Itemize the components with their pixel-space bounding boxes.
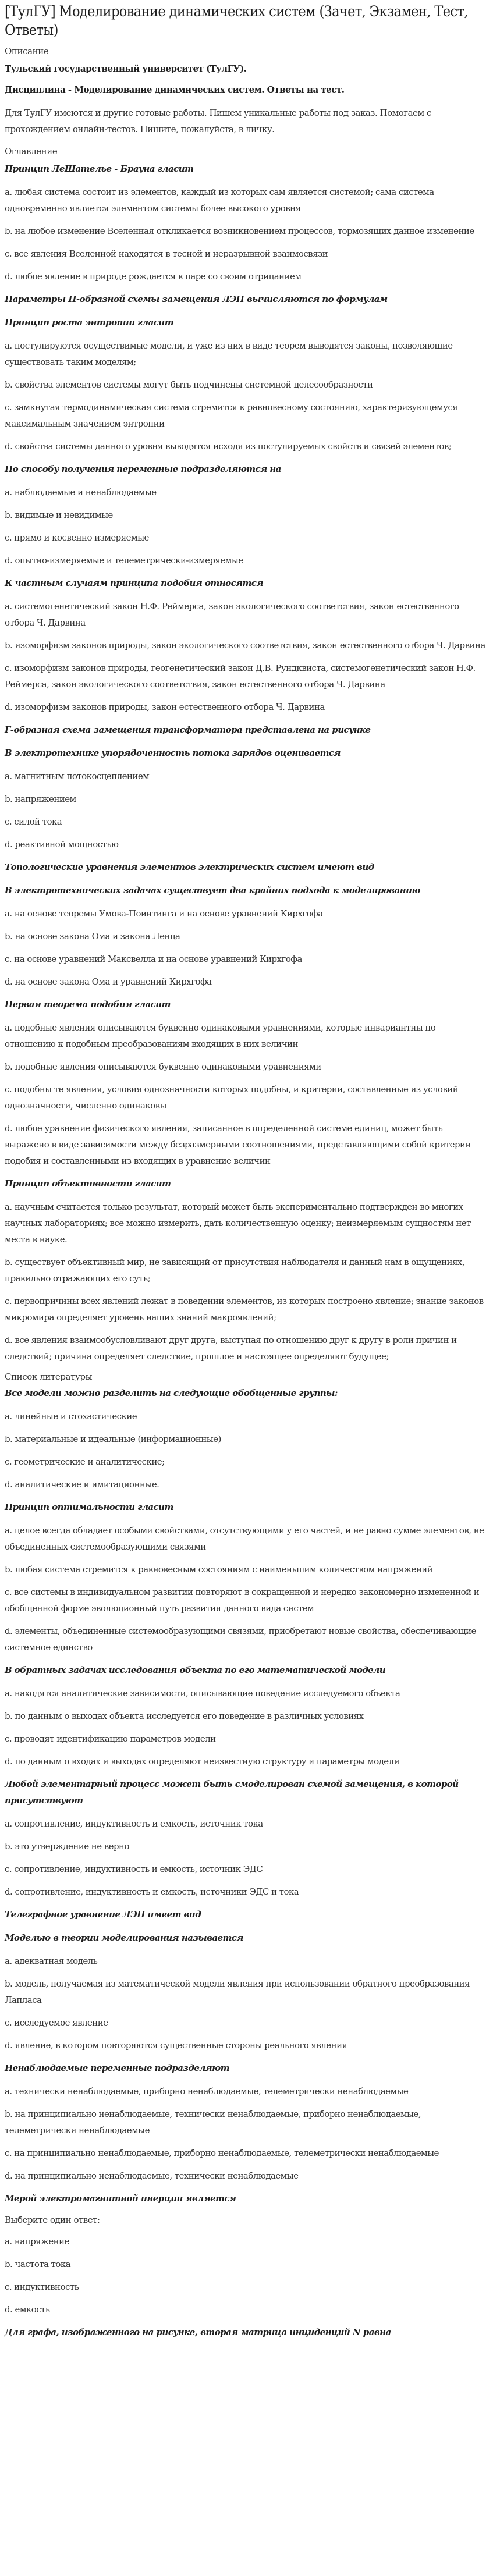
answer-option: a. адекватная модель	[5, 1956, 98, 1966]
answer-option: d. явление, в котором повторяются существенные стороны реального явления	[5, 2040, 347, 2051]
answer-option: d. любое уравнение физического явления, записанное в определенной системе единиц, может быть выражено в виде зависимости между безразмерными соотношениями, представляющими собой критерии подобия и составленными из входящих в уравнение величин	[5, 1123, 471, 1166]
answer-option: b. свойства элементов системы могут быть подчинены системной целесообразности	[5, 379, 373, 390]
question-block	[5, 745, 488, 852]
answer-option: b. видимые и невидимые	[5, 510, 113, 520]
question-title: Ненаблюдаемые переменные подразделяют	[5, 2063, 229, 2073]
question-block	[5, 722, 488, 738]
answer-option: a. сопротивление, индуктивность и емкость, источник тока	[5, 1818, 263, 1829]
university-name: Тульский государственный университет (ТулГУ).	[5, 63, 247, 74]
answer-option: c. на основе уравнений Максвелла и на основе уравнений Кирхгофа	[5, 954, 302, 964]
question-title: Принцип объективности гласит	[5, 1178, 171, 1189]
question-block	[5, 461, 488, 569]
question-title: К частным случаям принципа подобия относятся	[5, 578, 263, 588]
answer-option: b. изоморфизм законов природы, закон экологического соответствия, закон естественного отбора Ч. Дарвина	[5, 640, 485, 651]
question-title: Любой элементарный процесс может быть смоделирован схемой замещения, в которой присутствуют	[5, 1779, 459, 1806]
answer-option: c. исследуемое явление	[5, 2017, 108, 2028]
question-title: В электротехнике упорядоченность потока зарядов оценивается	[5, 748, 341, 758]
answer-option: d. емкость	[5, 2304, 50, 2315]
question-block	[5, 2190, 488, 2318]
answer-option: c. сопротивление, индуктивность и емкость, источник ЭДС	[5, 1864, 263, 1874]
answer-option: a. находятся аналитические зависимости, описывающие поведение исследуемого объекта	[5, 1688, 400, 1699]
question-block	[5, 2060, 488, 2184]
answer-option: a. научным считается только результат, который может быть экспериментально подтвержден во многих научных лабораториях; все можно измерить, дать количественную оценку; неизмеряемым сущностям нет места в науке.	[5, 1202, 471, 1245]
answer-option: b. на принципиально ненаблюдаемые, технически ненаблюдаемые, приборно ненаблюдаемые, телеметрически ненаблюдаемые	[5, 2109, 421, 2136]
question-block	[5, 1776, 488, 1900]
question-title: Первая теорема подобия гласит	[5, 999, 171, 1010]
answer-option: b. на основе закона Ома и закона Ленца	[5, 931, 180, 941]
answer-option: a. линейные и стохастические	[5, 1411, 137, 1422]
answer-option: c. геометрические и аналитические;	[5, 1456, 165, 1467]
literature-label: Список литературы	[5, 1372, 93, 1382]
question-list-toc	[5, 161, 488, 1365]
question-block	[5, 882, 488, 990]
answer-option: a. подобные явления описываются буквенно одинаковыми уравнениями, которые инвариантны по отношению к подобным преобразованиям входящих в них величин	[5, 1022, 436, 1049]
question-block	[5, 859, 488, 875]
answer-option: c. первопричины всех явлений лежат в поведении элементов, из которых построено явление; знание законов микромира определяет уровень наших знаний макроявлений;	[5, 1296, 484, 1323]
question-block	[5, 1385, 488, 1493]
answer-option: d. на принципиально ненаблюдаемые, технически ненаблюдаемые	[5, 2170, 299, 2181]
answer-option: d. все явления взаимообусловливают друг друга, выступая по отношению друг к другу в роли причин и следствий; причина определяет следствие, прошлое и настоящее определяют будущее;	[5, 1335, 457, 1362]
question-title: Принцип оптимальности гласит	[5, 1502, 173, 1512]
answer-option: c. подобны те явления, условия однозначности которых подобны, и критерии, составленные из условий однозначности, численно одинаковы	[5, 1084, 459, 1111]
answer-option: c. все явления Вселенной находятся в тесной и неразрывной взаимосвязи	[5, 248, 328, 259]
answer-option: b. на любое изменение Вселенная откликается возникновением процессов, тормозящих данное изменение	[5, 226, 474, 236]
discipline-line: Дисциплина - Моделирование динамических систем. Ответы на тест.	[5, 84, 345, 95]
answer-option: b. подобные явления описываются буквенно одинаковыми уравнениями	[5, 1061, 321, 1072]
question-title: Топологические уравнения элементов электрических систем имеют вид	[5, 862, 374, 872]
answer-option: b. по данным о выходах объекта исследуется его поведение в различных условиях	[5, 1711, 364, 1721]
question-title: Принцип ЛеШателье - Брауна гласит	[5, 164, 194, 174]
answer-option: c. все системы в индивидуальном развитии повторяют в сокращенной и нередко закономерно измененной и обобщенной форме эволюционный путь развития данного вида систем	[5, 1587, 480, 1614]
answer-option: d. аналитические и имитационные.	[5, 1479, 159, 1490]
answer-option: d. изоморфизм законов природы, закон естественного отбора Ч. Дарвина	[5, 702, 325, 712]
answer-option: b. существует объективный мир, не зависящий от присутствия наблюдателя и данный нам в ощущениях, правильно отражающих его суть;	[5, 1257, 464, 1284]
question-title: Для графа, изображенного на рисунке, вторая матрица инциденций N равна	[5, 2327, 391, 2337]
question-block	[5, 291, 488, 307]
question-block	[5, 1662, 488, 1770]
toc-label: Оглавление	[5, 146, 58, 157]
question-block	[5, 1175, 488, 1365]
answer-option: c. на принципиально ненаблюдаемые, приборно ненаблюдаемые, телеметрически ненаблюдаемые	[5, 2148, 439, 2158]
answer-option: a. напряжение	[5, 2236, 69, 2247]
question-title: Мерой электромагнитной инерции является	[5, 2193, 236, 2204]
answer-option: c. проводят идентификацию параметров модели	[5, 1733, 216, 1744]
answer-option: c. силой тока	[5, 816, 62, 827]
answer-option: a. технически ненаблюдаемые, приборно ненаблюдаемые, телеметрически ненаблюдаемые	[5, 2086, 409, 2097]
answer-option: a. наблюдаемые и ненаблюдаемые	[5, 487, 157, 498]
answer-option: b. это утверждение не верно	[5, 1841, 129, 1852]
answer-option: d. на основе закона Ома и уравнений Кирхгофа	[5, 976, 212, 987]
question-block	[5, 161, 488, 285]
answer-option: a. целое всегда обладает особыми свойствами, отсутствующими у его частей, и не равно сумме элементов, не объединенных системообразующими связями	[5, 1525, 484, 1552]
question-title: Параметры П-образной схемы замещения ЛЭП вычисляются по формулам	[5, 294, 388, 304]
answer-option: c. прямо и косвенно измеряемые	[5, 532, 149, 543]
answer-option: c. индуктивность	[5, 2282, 79, 2292]
question-block	[5, 314, 488, 454]
answer-option: d. сопротивление, индуктивность и емкость, источники ЭДС и тока	[5, 1886, 299, 1897]
question-block	[5, 996, 488, 1169]
answer-option: d. свойства системы данного уровня выводятся исходя из постулируемых свойств и связей элементов;	[5, 441, 452, 452]
question-block	[5, 1906, 488, 1923]
answer-option: d. реактивной мощностью	[5, 839, 119, 850]
answer-option: a. на основе теоремы Умова-Поинтинга и на основе уравнений Кирхгофа	[5, 908, 323, 919]
question-title: По способу получения переменные подразделяются на	[5, 464, 281, 474]
answer-option: c. замкнутая термодинамическая система стремится к равновесному состоянию, характеризующемуся максимальным значением энтропии	[5, 402, 458, 429]
answer-option: c. изоморфизм законов природы, геогенетический закон Д.В. Рундквиста, системогенетический закон Н.Ф. Реймерса, закон экологического соответствия, закон естественного отбора Ч. Дарвина	[5, 663, 476, 690]
question-block	[5, 1930, 488, 2053]
answer-option: a. постулируются осуществимые модели, и уже из них в виде теорем выводятся законы, позволяющие существовать таким моделям;	[5, 340, 453, 367]
answer-option: b. материальные и идеальные (информационные)	[5, 1434, 221, 1444]
description-label: Описание	[5, 46, 49, 56]
intro-text: Для ТулГУ имеются и другие готовые работы. Пишем уникальные работы под заказ. Помогаем с прохождением онлайн-тестов. Пишите, пожалуйста, в личку.	[5, 108, 431, 134]
answer-option: d. элементы, объединенные системообразующими связями, приобретают новые свойства, обеспечивающие системное единство	[5, 1626, 476, 1653]
answer-option: b. напряжением	[5, 794, 76, 804]
answer-option: b. частота тока	[5, 2259, 71, 2269]
answer-option: b. любая система стремится к равновесным состояниям с наименьшим количеством напряжений	[5, 1564, 433, 1575]
question-title: Моделью в теории моделирования называется	[5, 1932, 243, 1943]
question-list-literature	[5, 1385, 488, 2184]
answer-option: d. любое явление в природе рождается в паре со своим отрицанием	[5, 271, 302, 282]
question-title: Все модели можно разделить на следующие обобщенные группы:	[5, 1388, 338, 1398]
question-title: Телеграфное уравнение ЛЭП имеет вид	[5, 1909, 201, 1920]
question-block	[5, 1499, 488, 1655]
answer-option: d. по данным о входах и выходах определяют неизвестную структуру и параметры модели	[5, 1756, 400, 1767]
answer-option: d. опытно-измеряемые и телеметрически-измеряемые	[5, 555, 243, 566]
question-title: Принцип роста энтропии гласит	[5, 317, 174, 328]
answer-option: b. модель, получаемая из математической модели явления при использовании обратного преобразования Лапласа	[5, 1978, 470, 2005]
question-title: В электротехнических задачах существует два крайних подхода к моделированию	[5, 885, 420, 896]
answer-option: a. любая система состоит из элементов, каждый из которых сам является системой; сама система одновременно является элементом системы более высокого уровня	[5, 187, 434, 214]
question-title: В обратных задачах исследования объекта по его математической модели	[5, 1665, 386, 1675]
page-title: [ТулГУ] Моделирование динамических систем (Зачет, Экзамен, Тест, Ответы)	[5, 3, 468, 38]
answer-hint: Выберите один ответ:	[5, 2215, 100, 2225]
question-title: Г-образная схема замещения трансформатора представлена на рисунке	[5, 724, 371, 735]
answer-option: a. системогенетический закон Н.Ф. Реймерса, закон экологического соответствия, закон естественного отбора Ч. Дарвина	[5, 601, 459, 628]
question-block	[5, 575, 488, 715]
answer-option: a. магнитным потокосцеплением	[5, 771, 150, 781]
